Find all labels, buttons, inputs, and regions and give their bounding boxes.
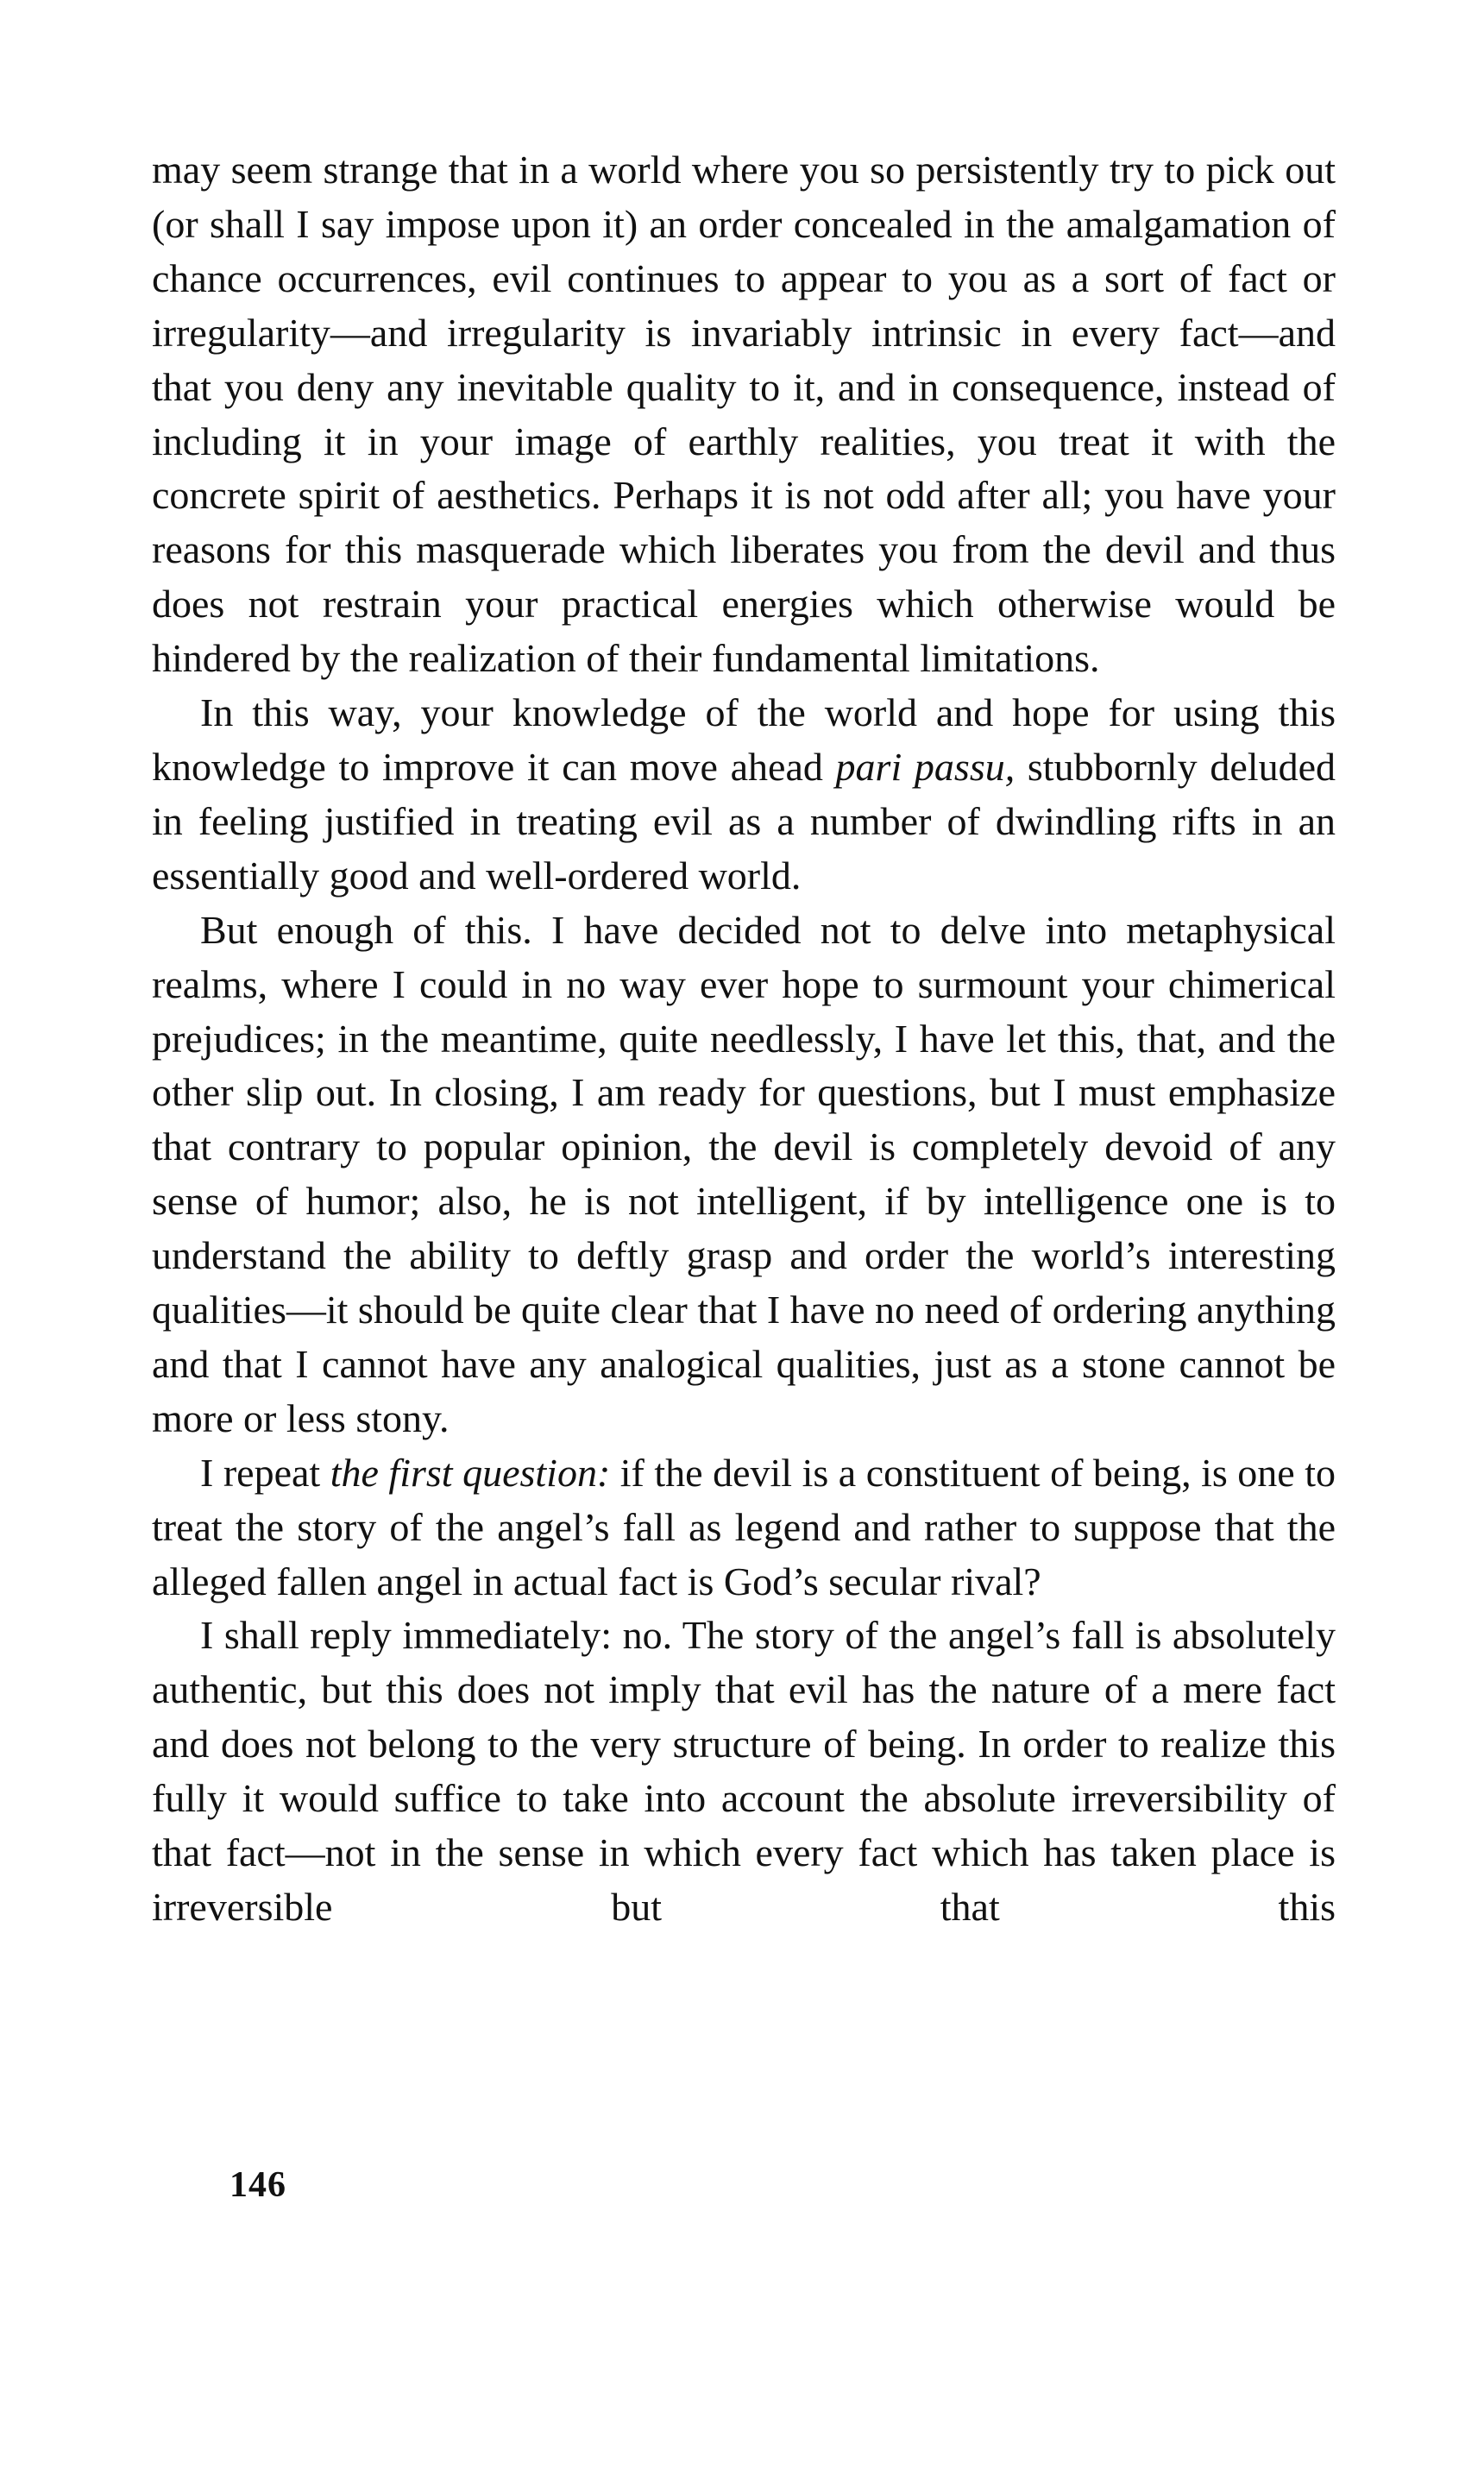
- paragraph-4: [152, 1446, 1336, 1609]
- paragraph-1: [152, 143, 1336, 686]
- paragraph-text: stubbornly deluded in feeling justified in treating evil as a number of dwindling rifts in an essentially good and well-ordered world.: [152, 744, 1336, 898]
- paragraph-text: But enough of this. I have decided not to delve into metaphysical realms, where I could in no way ever hope to surmount your chimerical prejudices; in the meantime, quite needlessly, I have let this, that, and the other slip out. In closing, I am ready for questions, but I must emphasize that contrary to popular opinion, the devil is completely devoid of any sense of humor; also, he is not intelligent, if by intelligence one is to understand the ability to deftly grasp and order the world’s interesting qualities—it should be quite clear that I have no need of ordering anything and that I cannot have any analogical qualities, just as a stone cannot be more or less stony.: [152, 907, 1336, 1440]
- paragraph-text: In this way, your knowledge of the world and hope for using this knowledge to improve it can move ahead: [152, 690, 1336, 789]
- page-number: 146: [230, 2165, 286, 2205]
- italic-phrase: pari passu,: [835, 744, 1016, 789]
- paragraph-2: [152, 686, 1336, 904]
- paragraph-3: [152, 904, 1336, 1446]
- paragraph-text: may seem strange that in a world where you so persistently try to pick out (or shall I say impose upon it) an order concealed in the amalgamation of chance occurrences, evil continues to appear to you as a sort of fact or irregularity—and irregularity is invariably intrinsic in every fact—and that you deny any inevitable quality to it, and in consequence, instead of including it in your image of earthly realities, you treat it with the concrete spirit of aesthetics. Perhaps it is not odd after all; you have your reasons for this masquerade which liberates you from the devil and thus does not restrain your practical energies which otherwise would be hindered by the realization of their fundamental limitations.: [152, 148, 1336, 681]
- italic-phrase: the first question:: [330, 1450, 611, 1495]
- body-text: [152, 143, 1336, 1935]
- paragraph-text: if the devil is a constituent of being, is one to treat the story of the angel’s fall as legend and rather to suppose that the alleged fallen angel in actual fact is God’s secular rival?: [152, 1450, 1336, 1603]
- paragraph-5: [152, 1609, 1336, 1934]
- paragraph-text: I repeat: [200, 1450, 330, 1495]
- paragraph-text: I shall reply immediately: no. The story of the angel’s fall is absolutely authentic, but this does not imply that evil has the nature of a mere fact and does not belong to the very structure of being. In order to realize this fully it would suffice to take into account the absolute irreversibility of that fact—not in the sense in which every fact which has taken place is irreversible but that this: [152, 1613, 1336, 1929]
